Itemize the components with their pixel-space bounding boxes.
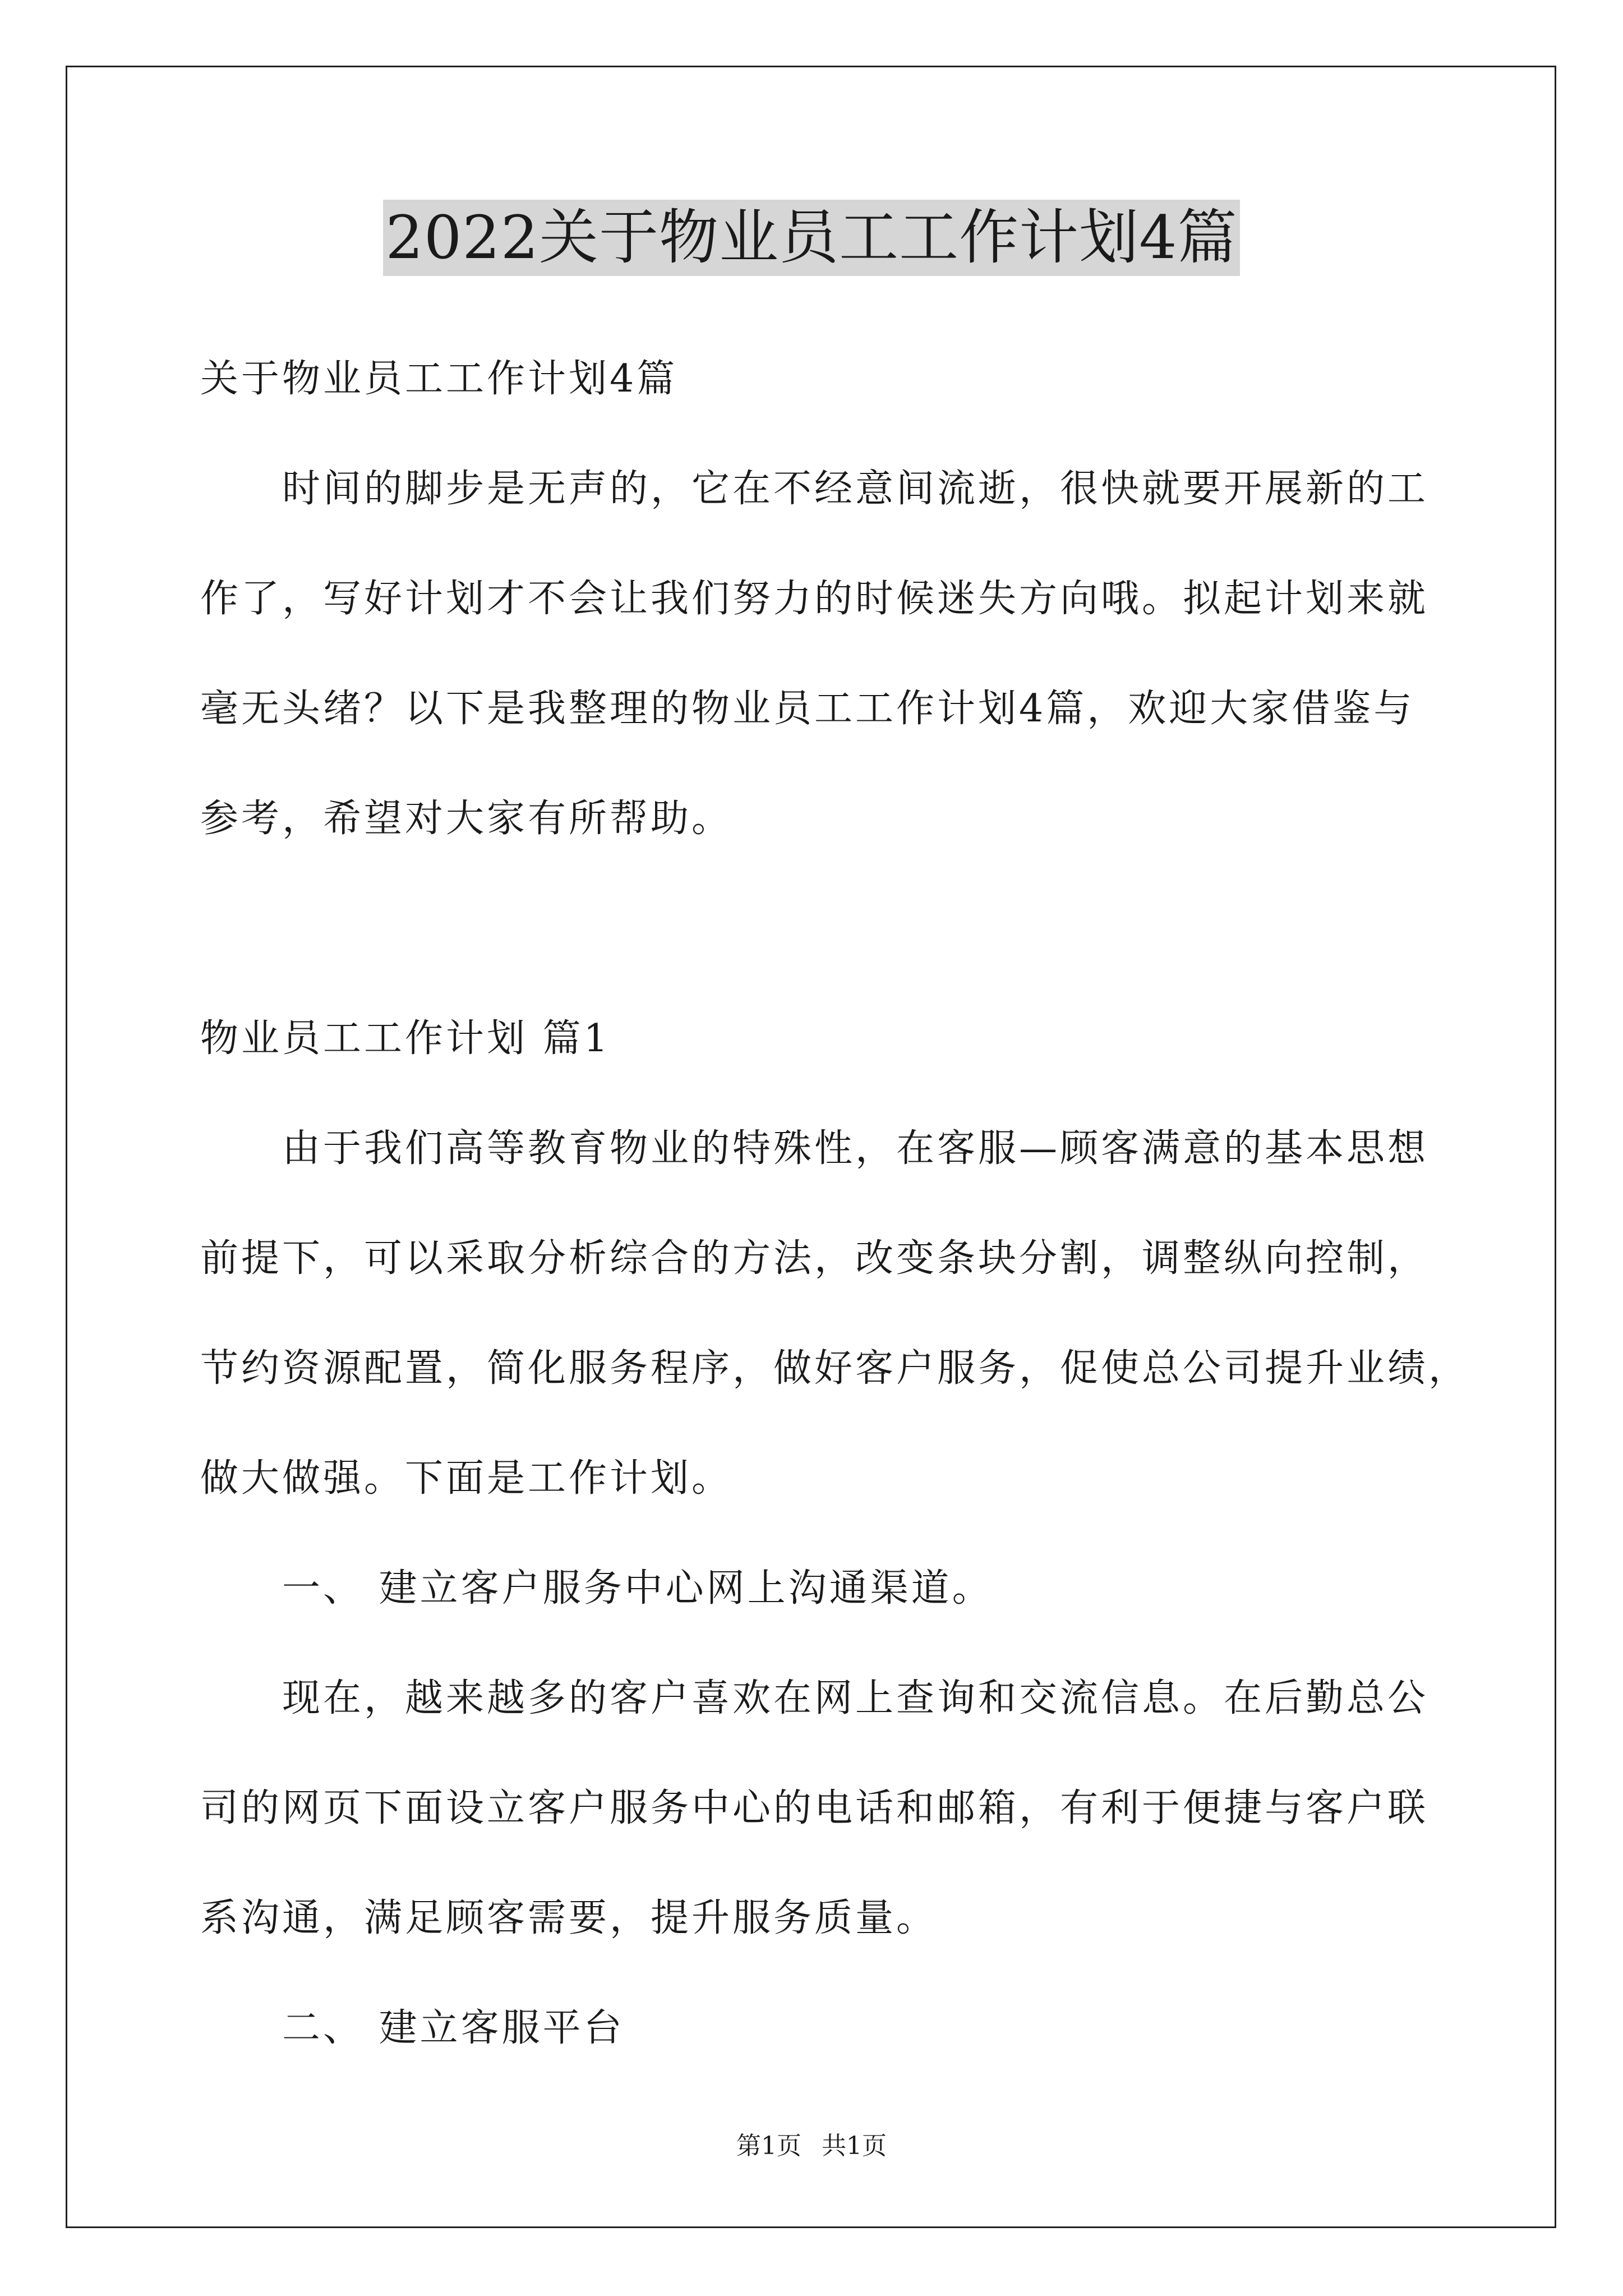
item-one-line-2: 司的网页下面设立客户服务中心的电话和邮箱，有利于便捷与客户联 (200, 1786, 1429, 1830)
intro-line-4: 参考，希望对大家有所帮助。 (200, 797, 733, 841)
page-number-current: 第1页 (736, 2132, 801, 2160)
intro-line-2: 作了，写好计划才不会让我们努力的时候迷失方向哦。拟起计划来就 (200, 577, 1429, 621)
item-two-heading: 二、 建立客服平台 (282, 2006, 625, 2050)
section-intro-line-1: 由于我们高等教育物业的特殊性，在客服—顾客满意的基本思想 (282, 1126, 1429, 1171)
section-intro-line-3: 节约资源配置，简化服务程序，做好客户服务，促使总公司提升业绩， (200, 1346, 1470, 1391)
title-container (0, 200, 1623, 276)
intro-line-3: 毫无头绪？以下是我整理的物业员工工作计划4篇，欢迎大家借鉴与 (200, 687, 1415, 731)
intro-line-1: 时间的脚步是无声的，它在不经意间流逝，很快就要开展新的工 (282, 467, 1429, 511)
item-one-line-1: 现在，越来越多的客户喜欢在网上查询和交流信息。在后勤总公 (282, 1676, 1429, 1720)
document-title: 2022关于物业员工工作计划4篇 (383, 200, 1239, 276)
section-intro-line-4: 做大做强。下面是工作计划。 (200, 1456, 733, 1501)
item-one-heading: 一、 建立客户服务中心网上沟通渠道。 (282, 1566, 993, 1611)
page-number-total: 共1页 (822, 2132, 887, 2160)
section-intro-line-2: 前提下，可以采取分析综合的方法，改变条块分割，调整纵向控制， (200, 1236, 1429, 1281)
item-one-line-3: 系沟通，满足顾客需要，提升服务质量。 (200, 1896, 938, 1940)
document-subtitle: 关于物业员工工作计划4篇 (200, 357, 678, 401)
page-footer (0, 2129, 1623, 2163)
section-heading: 物业员工工作计划 篇1 (200, 1016, 611, 1061)
